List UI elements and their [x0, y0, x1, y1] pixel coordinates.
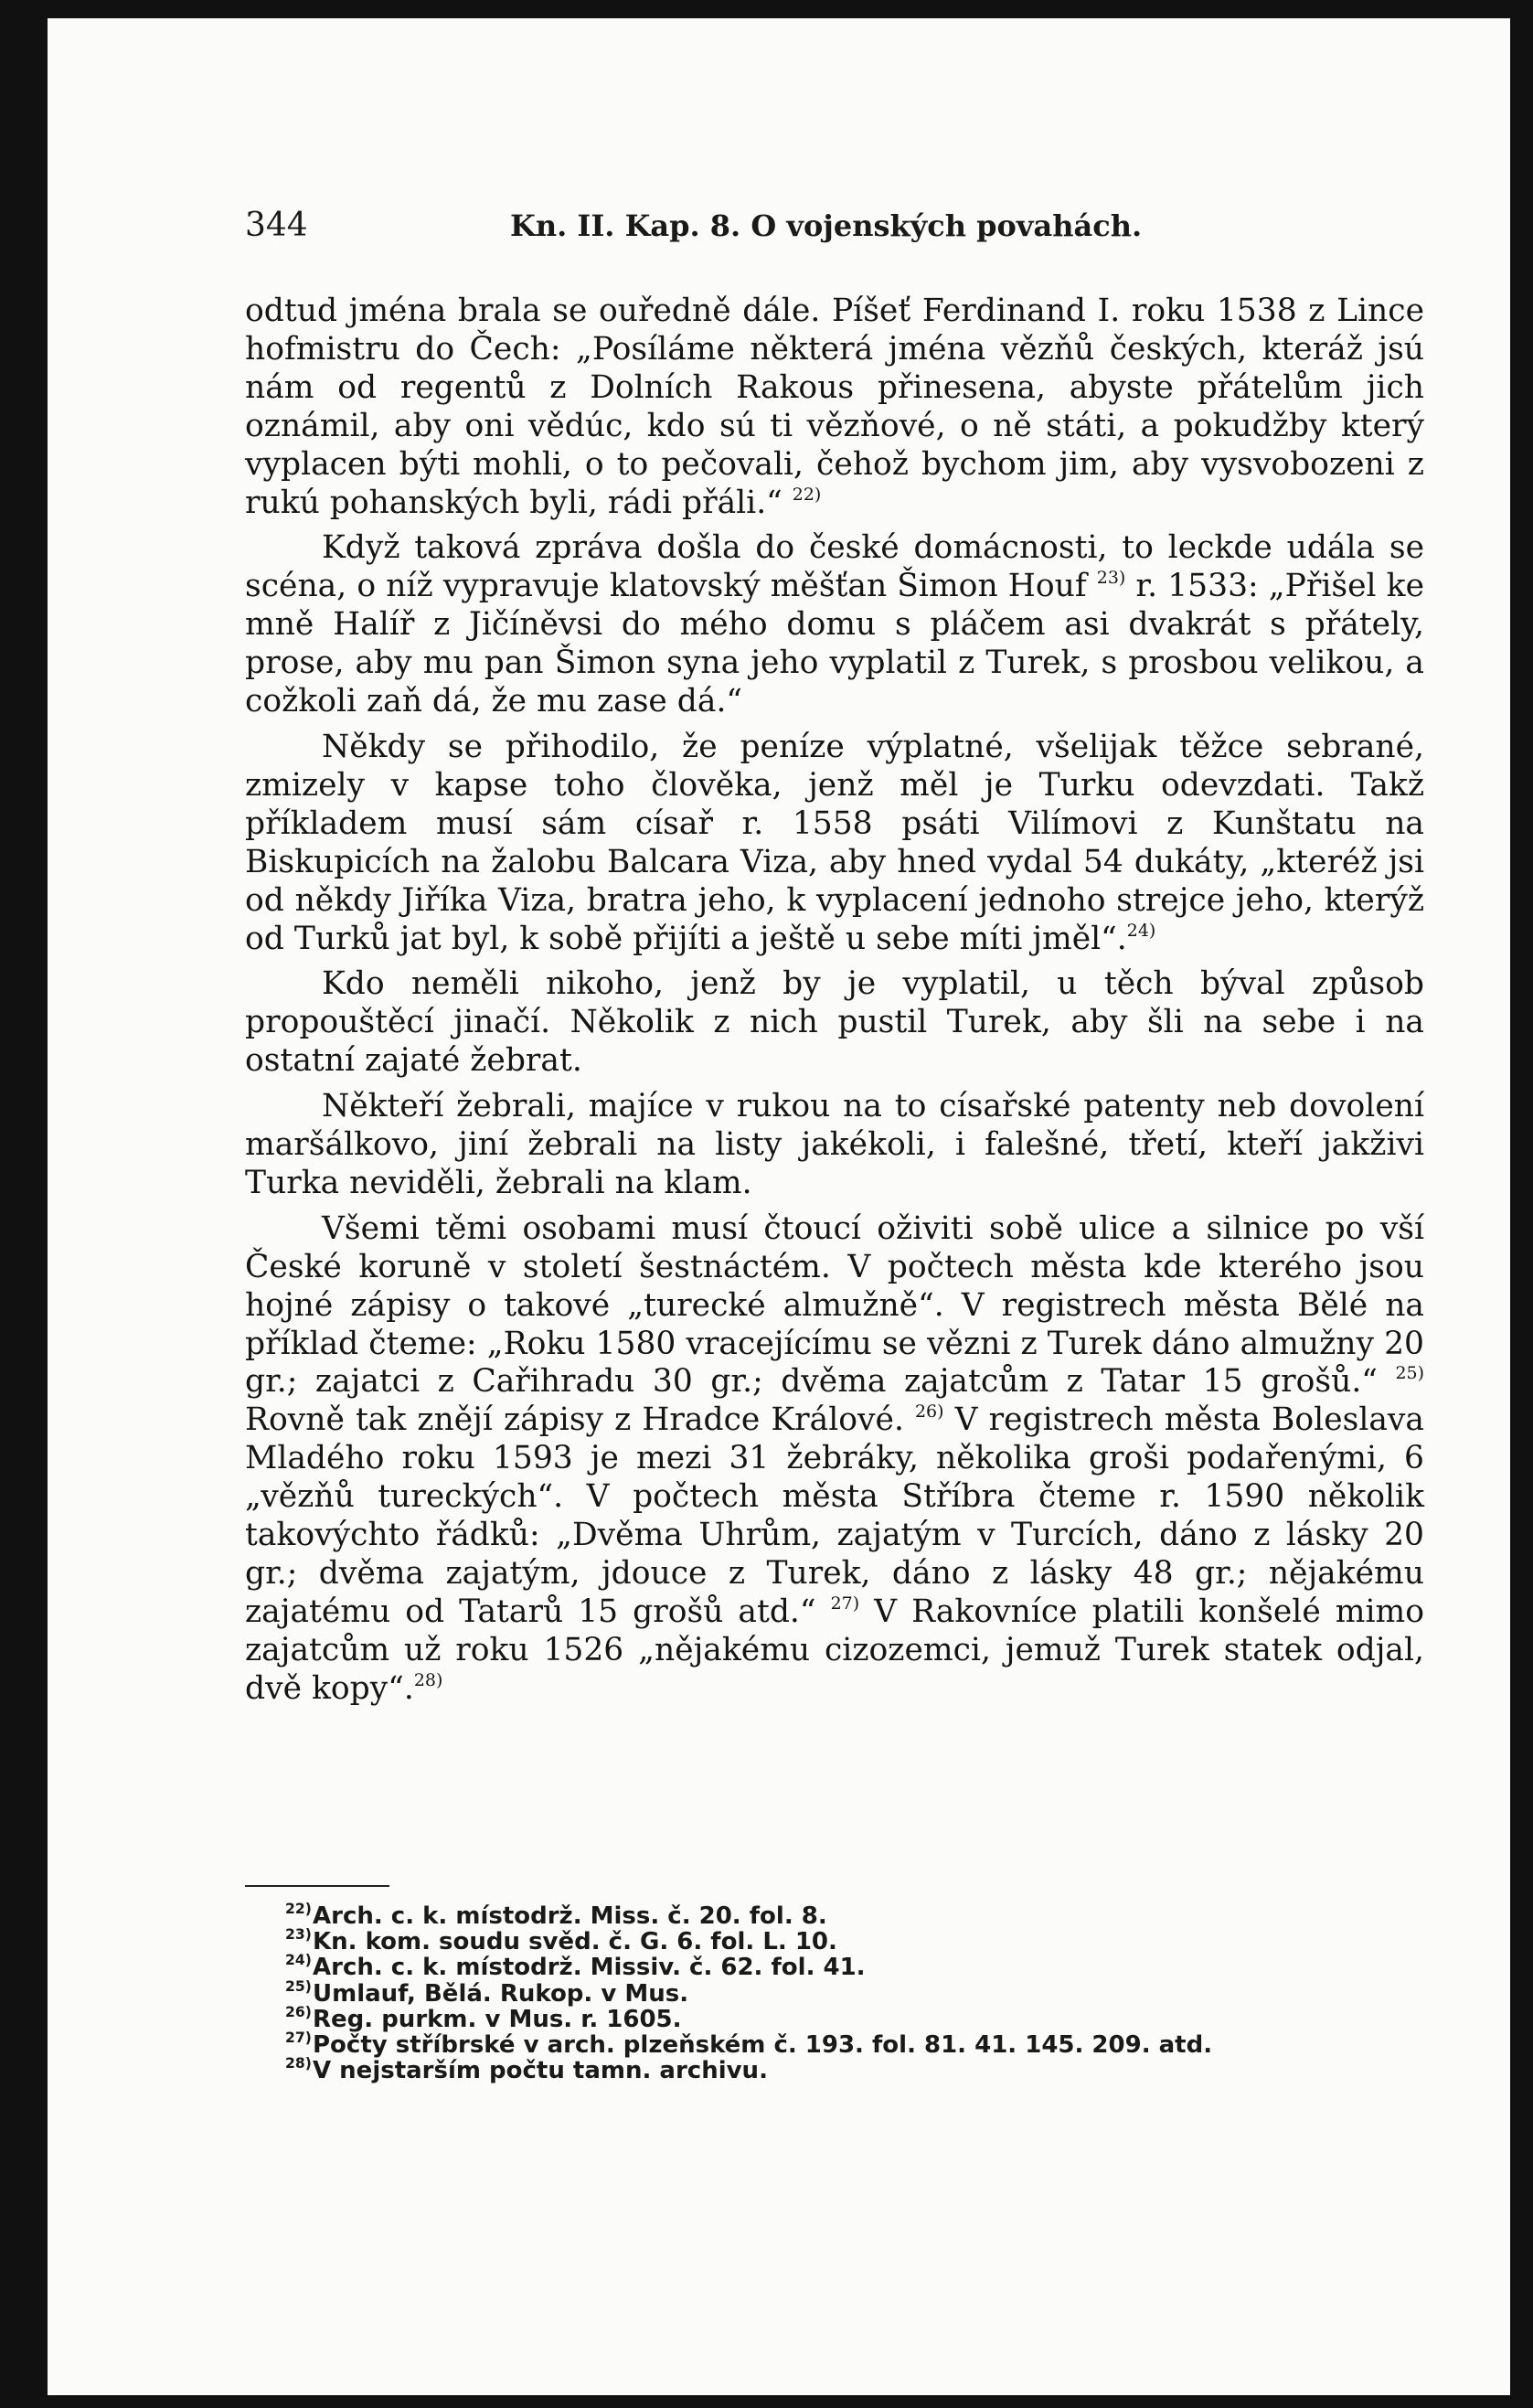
- paragraph-text: Když taková zpráva došla do české domácnosti, to leckde udála se scéna, o níž vypravuje klatovský měšťan Šimon Houf: [245, 529, 1424, 605]
- footnote-text: Arch. c. k. místodrž. Miss. č. 20. fol. 8.: [313, 1902, 827, 1930]
- paragraph: [245, 1210, 1424, 1709]
- footnote-ref: 28): [413, 1669, 443, 1690]
- paragraph: [245, 729, 1424, 958]
- footnote-text: Počty stříbrské v arch. plzeňském č. 193. fol. 81. 41. 145. 209. atd.: [313, 2031, 1213, 2060]
- paragraph-text: odtud jména brala se ouředně dále. Píšeť Ferdinand I. roku 1538 z Lince hofmistru do Čech: „Posíláme některá jména vězňů českých, kteráž jsú nám od regentů z Dolních Rakous přinesena, abyste přátelům jich oznámil, aby oni vědúc, kdo sú ti vězňové, o ně státi, a pokudžby který vyplacen býti mohli, o to pečovali, čehož bychom jim, aby vysvobozeni z rukú pohanských byli, rádi přáli.“: [245, 293, 1424, 521]
- footnote-text: Umlauf, Bělá. Rukop. v Mus.: [313, 1979, 689, 2008]
- paragraph: [245, 965, 1424, 1081]
- paragraph-text: Někteří žebrali, majíce v rukou na to císařské patenty neb dovolení maršálkovo, jiní žebrali na listy jakékoli, i falešné, třetí, kteří jakživi Turka neviděli, žebrali na klam.: [245, 1088, 1424, 1201]
- paragraph-text: V Rakovníce platili konšelé mimo zajatcům už roku 1526 „nějakému cizozemci, jemuž Turek statek odjal, dvě kopy“.: [245, 1593, 1424, 1707]
- footnote-text: Reg. purkm. v Mus. r. 1605.: [313, 2005, 682, 2033]
- paragraph: [245, 1088, 1424, 1203]
- paragraph-text: V registrech města Boleslava Mladého roku 1593 je mezi 31 žebráky, několika groši podařenými, 6 „vězňů tureckých“. V počtech města Stříbra čteme r. 1590 několik takovýchto řádků: „Dvěma Uhrům, zajatým v Turcích, dáno z lásky 20 gr.; dvěma zajatým, jdouce z Turek, dáno z lásky 48 gr.; nějakému zajatému od Tatarů 15 grošů atd.“: [245, 1401, 1424, 1630]
- footnote: 22) Arch. c. k. místodrž. Miss. č. 20. fol. 8.: [285, 1901, 827, 1930]
- footnote-divider: [245, 1885, 389, 1887]
- footnote-text: V nejstarším počtu tamn. archivu.: [313, 2057, 768, 2085]
- paragraph-text: Rovně tak znějí zápisy z Hradce Králové.: [245, 1401, 915, 1439]
- footnote-ref: 27): [830, 1593, 860, 1614]
- page-number: 344: [245, 207, 308, 244]
- footnote-ref: 23): [1096, 568, 1126, 589]
- footnote: 23) Kn. kom. soudu svěd. č. G. 6. fol. L. 10.: [285, 1926, 837, 1956]
- footnote-text: Kn. kom. soudu svěd. č. G. 6. fol. L. 10.: [313, 1928, 837, 1956]
- paragraph: [245, 293, 1424, 522]
- footnote: 25) Umlauf, Bělá. Rukop. v Mus.: [285, 1977, 689, 2008]
- paragraph-text: Všemi těmi osobami musí čtoucí oživiti sobě ulice a silnice po vší České koruně v století šestnáctém. V počtech města kde kterého jsou hojné zápisy o takové „turecké almužně“. V registrech města Bělé na příklad čteme: „Roku 1580 vracejícímu se vězni z Turek dáno almužny 20 gr.; zajatci z Cařihradu 30 gr.; dvěma zajatcům z Tatar 15 grošů.“: [245, 1209, 1424, 1401]
- paragraph: [245, 529, 1424, 721]
- book-page: [48, 18, 1510, 2395]
- paragraph-text: r. 1533: „Přišel ke mně Halíř z Jičíněvsi do mého domu s pláčem asi dvakrát s přátely, prose, aby mu pan Šimon syna jeho vyplatil z Turek, s prosbou velikou, a cožkoli zaň dá, že mu zase dá.“: [245, 568, 1424, 720]
- footnote-text: Arch. c. k. místodrž. Missiv. č. 62. fol. 41.: [313, 1954, 866, 1982]
- footnotes: [285, 1901, 1428, 2085]
- footnote: 27) Počty stříbrské v arch. plzeňském č. 193. fol. 81. 41. 145. 209. atd.: [285, 2030, 1213, 2060]
- footnote: 26) Reg. purkm. v Mus. r. 1605.: [285, 2003, 682, 2033]
- footnote-ref: 25): [1395, 1363, 1424, 1384]
- footnote-ref: 22): [792, 484, 822, 505]
- paragraph-text: Někdy se přihodilo, že peníze výplatné, všelijak těžce sebrané, zmizely v kapse toho člověka, jenž měl je Turku odevzdati. Takž příkladem musí sám císař r. 1558 psáti Vilímovi z Kunštatu na Biskupicích na žalobu Balcara Viza, aby hned vydal 54 dukáty, „kteréž jsi od někdy Jiříka Viza, bratra jeho, k vyplacení jednoho strejce jeho, kterýž od Turků jat byl, k sobě přijíti a ještě u sebe míti jměl“.: [245, 728, 1424, 957]
- footnote-ref: 24): [1126, 920, 1156, 941]
- footnote: 28) V nejstarším počtu tamn. archivu.: [285, 2055, 768, 2085]
- body-text: [245, 293, 1424, 1709]
- chapter-title: Kn. II. Kap. 8. O vojenských povahách.: [510, 208, 1143, 243]
- paragraph-text: Kdo neměli nikoho, jenž by je vyplatil, u těch býval způsob propouštěcí jinačí. Několik z nich pustil Turek, aby šli na sebe i na ostatní zajaté žebrat.: [245, 965, 1424, 1080]
- footnote-ref: 26): [914, 1401, 944, 1422]
- footnote: 24) Arch. c. k. místodrž. Missiv. č. 62. fol. 41.: [285, 1952, 866, 1982]
